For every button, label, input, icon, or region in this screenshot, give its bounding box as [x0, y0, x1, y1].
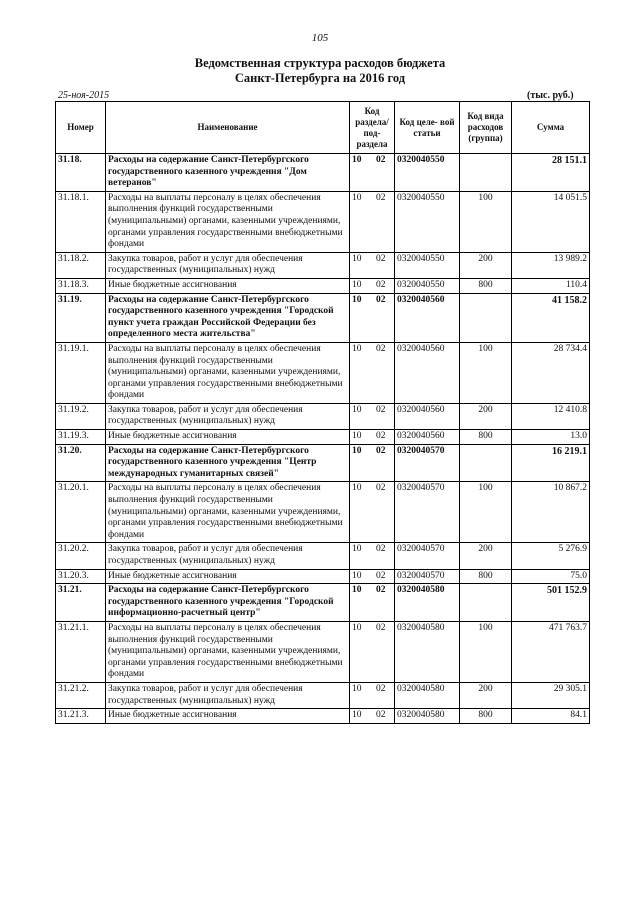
row-razdel: 10	[352, 544, 362, 555]
row-razdel: 10	[352, 585, 362, 596]
row-number: 31.20.	[56, 444, 106, 482]
units-label: (тыс. руб.)	[527, 90, 574, 101]
row-section-code	[350, 682, 395, 708]
col-header-name: Наименование	[106, 102, 350, 154]
row-expense-type: 800	[460, 709, 512, 724]
row-podrazdel: 02	[376, 622, 386, 633]
row-expense-type	[460, 584, 512, 622]
row-expense-type: 800	[460, 569, 512, 584]
table-row	[56, 430, 590, 445]
table-row	[56, 342, 590, 403]
table-row	[56, 154, 590, 192]
header-row	[56, 102, 590, 154]
row-section-code	[350, 403, 395, 429]
row-razdel: 10	[352, 343, 362, 354]
row-expense-type: 100	[460, 342, 512, 403]
row-name: Расходы на содержание Санкт-Петербургского государственного казенного учреждения "Городской пункт учета граждан Российской Федерации без определенного места жительства"	[106, 293, 350, 342]
row-target-code: 0320040550	[395, 278, 460, 293]
row-expense-type: 100	[460, 621, 512, 682]
row-podrazdel: 02	[376, 483, 386, 494]
row-amount: 41 158.2	[512, 293, 590, 342]
row-target-code: 0320040580	[395, 682, 460, 708]
row-expense-type: 800	[460, 430, 512, 445]
row-section-code	[350, 293, 395, 342]
row-amount: 12 410.8	[512, 403, 590, 429]
row-razdel: 10	[352, 683, 362, 694]
row-section-code	[350, 342, 395, 403]
table-row	[56, 543, 590, 569]
row-target-code: 0320040570	[395, 444, 460, 482]
row-amount: 14 051.5	[512, 191, 590, 252]
table-row	[56, 278, 590, 293]
row-target-code: 0320040580	[395, 709, 460, 724]
budget-table	[55, 101, 590, 724]
row-section-code	[350, 278, 395, 293]
row-name: Закупка товаров, работ и услуг для обеспечения государственных (муниципальных) нужд	[106, 403, 350, 429]
row-name: Расходы на выплаты персоналу в целях обеспечения выполнения функций государственными (муниципальными) органами, казенными учреждениями, органами управления государственными внебюджетными фондами	[106, 621, 350, 682]
row-expense-type	[460, 154, 512, 192]
print-date: 25-ноя-2015	[58, 90, 110, 101]
row-amount: 16 219.1	[512, 444, 590, 482]
row-amount: 13.0	[512, 430, 590, 445]
row-number: 31.20.3.	[56, 569, 106, 584]
row-name: Закупка товаров, работ и услуг для обеспечения государственных (муниципальных) нужд	[106, 682, 350, 708]
row-amount: 10 867.2	[512, 482, 590, 543]
row-target-code: 0320040570	[395, 543, 460, 569]
table-row	[56, 584, 590, 622]
row-section-code	[350, 154, 395, 192]
col-header-amount: Сумма	[512, 102, 590, 154]
row-razdel: 10	[352, 294, 362, 305]
row-podrazdel: 02	[376, 253, 386, 264]
row-podrazdel: 02	[376, 544, 386, 555]
row-razdel: 10	[352, 404, 362, 415]
row-target-code: 0320040580	[395, 621, 460, 682]
col-header-expense-type: Код вида расходов (группа)	[460, 102, 512, 154]
row-name: Расходы на содержание Санкт-Петербургского государственного казенного учреждения "Центр международных гуманитарных связей"	[106, 444, 350, 482]
table-row	[56, 252, 590, 278]
row-amount: 75.0	[512, 569, 590, 584]
row-podrazdel: 02	[376, 585, 386, 596]
row-section-code	[350, 430, 395, 445]
table-row	[56, 403, 590, 429]
row-razdel: 10	[352, 192, 362, 203]
row-name: Иные бюджетные ассигнования	[106, 278, 350, 293]
row-podrazdel: 02	[376, 710, 386, 721]
row-amount: 110.4	[512, 278, 590, 293]
row-name: Расходы на выплаты персоналу в целях обеспечения выполнения функций государственными (муниципальными) органами, казенными учреждениями, органами управления государственными внебюджетными фондами	[106, 191, 350, 252]
col-header-target: Код целе- вой статьи	[395, 102, 460, 154]
row-name: Иные бюджетные ассигнования	[106, 569, 350, 584]
row-name: Расходы на содержание Санкт-Петербургского государственного казенного учреждения "Городской информационно-расчетный центр"	[106, 584, 350, 622]
row-amount: 28 151.1	[512, 154, 590, 192]
table-row	[56, 621, 590, 682]
document-title	[0, 56, 640, 86]
table-row	[56, 444, 590, 482]
row-amount: 29 305.1	[512, 682, 590, 708]
row-amount: 28 734.4	[512, 342, 590, 403]
row-razdel: 10	[352, 483, 362, 494]
row-number: 31.19.	[56, 293, 106, 342]
row-podrazdel: 02	[376, 445, 386, 456]
row-target-code: 0320040560	[395, 430, 460, 445]
row-amount: 13 989.2	[512, 252, 590, 278]
row-section-code	[350, 543, 395, 569]
table-row	[56, 482, 590, 543]
row-razdel: 10	[352, 622, 362, 633]
row-number: 31.18.3.	[56, 278, 106, 293]
row-number: 31.19.1.	[56, 342, 106, 403]
row-target-code: 0320040550	[395, 191, 460, 252]
row-target-code: 0320040570	[395, 482, 460, 543]
row-podrazdel: 02	[376, 431, 386, 442]
row-number: 31.21.2.	[56, 682, 106, 708]
row-number: 31.21.3.	[56, 709, 106, 724]
row-target-code: 0320040580	[395, 584, 460, 622]
row-name: Расходы на содержание Санкт-Петербургского государственного казенного учреждения "Дом ветеранов"	[106, 154, 350, 192]
table-row	[56, 293, 590, 342]
row-razdel: 10	[352, 253, 362, 264]
col-header-number: Номер	[56, 102, 106, 154]
row-expense-type: 200	[460, 403, 512, 429]
row-amount: 84.1	[512, 709, 590, 724]
table-row	[56, 191, 590, 252]
row-section-code	[350, 621, 395, 682]
row-section-code	[350, 709, 395, 724]
row-podrazdel: 02	[376, 570, 386, 581]
row-name: Иные бюджетные ассигнования	[106, 709, 350, 724]
row-expense-type: 100	[460, 191, 512, 252]
row-razdel: 10	[352, 279, 362, 290]
row-amount: 5 276.9	[512, 543, 590, 569]
row-razdel: 10	[352, 445, 362, 456]
table-body	[56, 154, 590, 724]
page-number: 105	[311, 32, 329, 44]
row-number: 31.21.	[56, 584, 106, 622]
row-target-code: 0320040560	[395, 293, 460, 342]
row-section-code	[350, 444, 395, 482]
row-amount: 471 763.7	[512, 621, 590, 682]
table-row	[56, 709, 590, 724]
row-number: 31.19.2.	[56, 403, 106, 429]
row-amount: 501 152.9	[512, 584, 590, 622]
row-expense-type	[460, 293, 512, 342]
row-number: 31.20.1.	[56, 482, 106, 543]
row-expense-type: 200	[460, 543, 512, 569]
row-name: Закупка товаров, работ и услуг для обеспечения государственных (муниципальных) нужд	[106, 543, 350, 569]
row-name: Иные бюджетные ассигнования	[106, 430, 350, 445]
row-razdel: 10	[352, 155, 362, 165]
row-number: 31.19.3.	[56, 430, 106, 445]
row-podrazdel: 02	[376, 155, 386, 165]
row-razdel: 10	[352, 710, 362, 721]
row-podrazdel: 02	[376, 279, 386, 290]
row-expense-type: 200	[460, 252, 512, 278]
row-expense-type	[460, 444, 512, 482]
row-name: Расходы на выплаты персоналу в целях обеспечения выполнения функций государственными (муниципальными) органами, казенными учреждениями, органами управления государственными внебюджетными фондами	[106, 482, 350, 543]
row-name: Закупка товаров, работ и услуг для обеспечения государственных (муниципальных) нужд	[106, 252, 350, 278]
row-number: 31.18.1.	[56, 191, 106, 252]
table-row	[56, 682, 590, 708]
row-podrazdel: 02	[376, 192, 386, 203]
row-expense-type: 100	[460, 482, 512, 543]
row-section-code	[350, 482, 395, 543]
row-name: Расходы на выплаты персоналу в целях обеспечения выполнения функций государственными (муниципальными) органами, казенными учреждениями, органами управления государственными внебюджетными фондами	[106, 342, 350, 403]
row-podrazdel: 02	[376, 343, 386, 354]
row-razdel: 10	[352, 431, 362, 442]
row-section-code	[350, 584, 395, 622]
row-target-code: 0320040560	[395, 342, 460, 403]
row-podrazdel: 02	[376, 404, 386, 415]
title-line-1: Ведомственная структура расходов бюджета	[194, 56, 446, 70]
row-number: 31.18.	[56, 154, 106, 192]
col-header-section: Код раздела/ под- раздела	[350, 102, 395, 154]
row-podrazdel: 02	[376, 294, 386, 305]
row-section-code	[350, 191, 395, 252]
table-row	[56, 569, 590, 584]
row-target-code: 0320040560	[395, 403, 460, 429]
title-line-2: Санкт-Петербурга на 2016 год	[234, 71, 406, 85]
row-podrazdel: 02	[376, 683, 386, 694]
row-section-code	[350, 252, 395, 278]
row-number: 31.18.2.	[56, 252, 106, 278]
row-number: 31.21.1.	[56, 621, 106, 682]
row-expense-type: 200	[460, 682, 512, 708]
row-expense-type: 800	[460, 278, 512, 293]
row-target-code: 0320040550	[395, 252, 460, 278]
row-number: 31.20.2.	[56, 543, 106, 569]
row-target-code: 0320040550	[395, 154, 460, 192]
row-section-code	[350, 569, 395, 584]
row-target-code: 0320040570	[395, 569, 460, 584]
row-razdel: 10	[352, 570, 362, 581]
